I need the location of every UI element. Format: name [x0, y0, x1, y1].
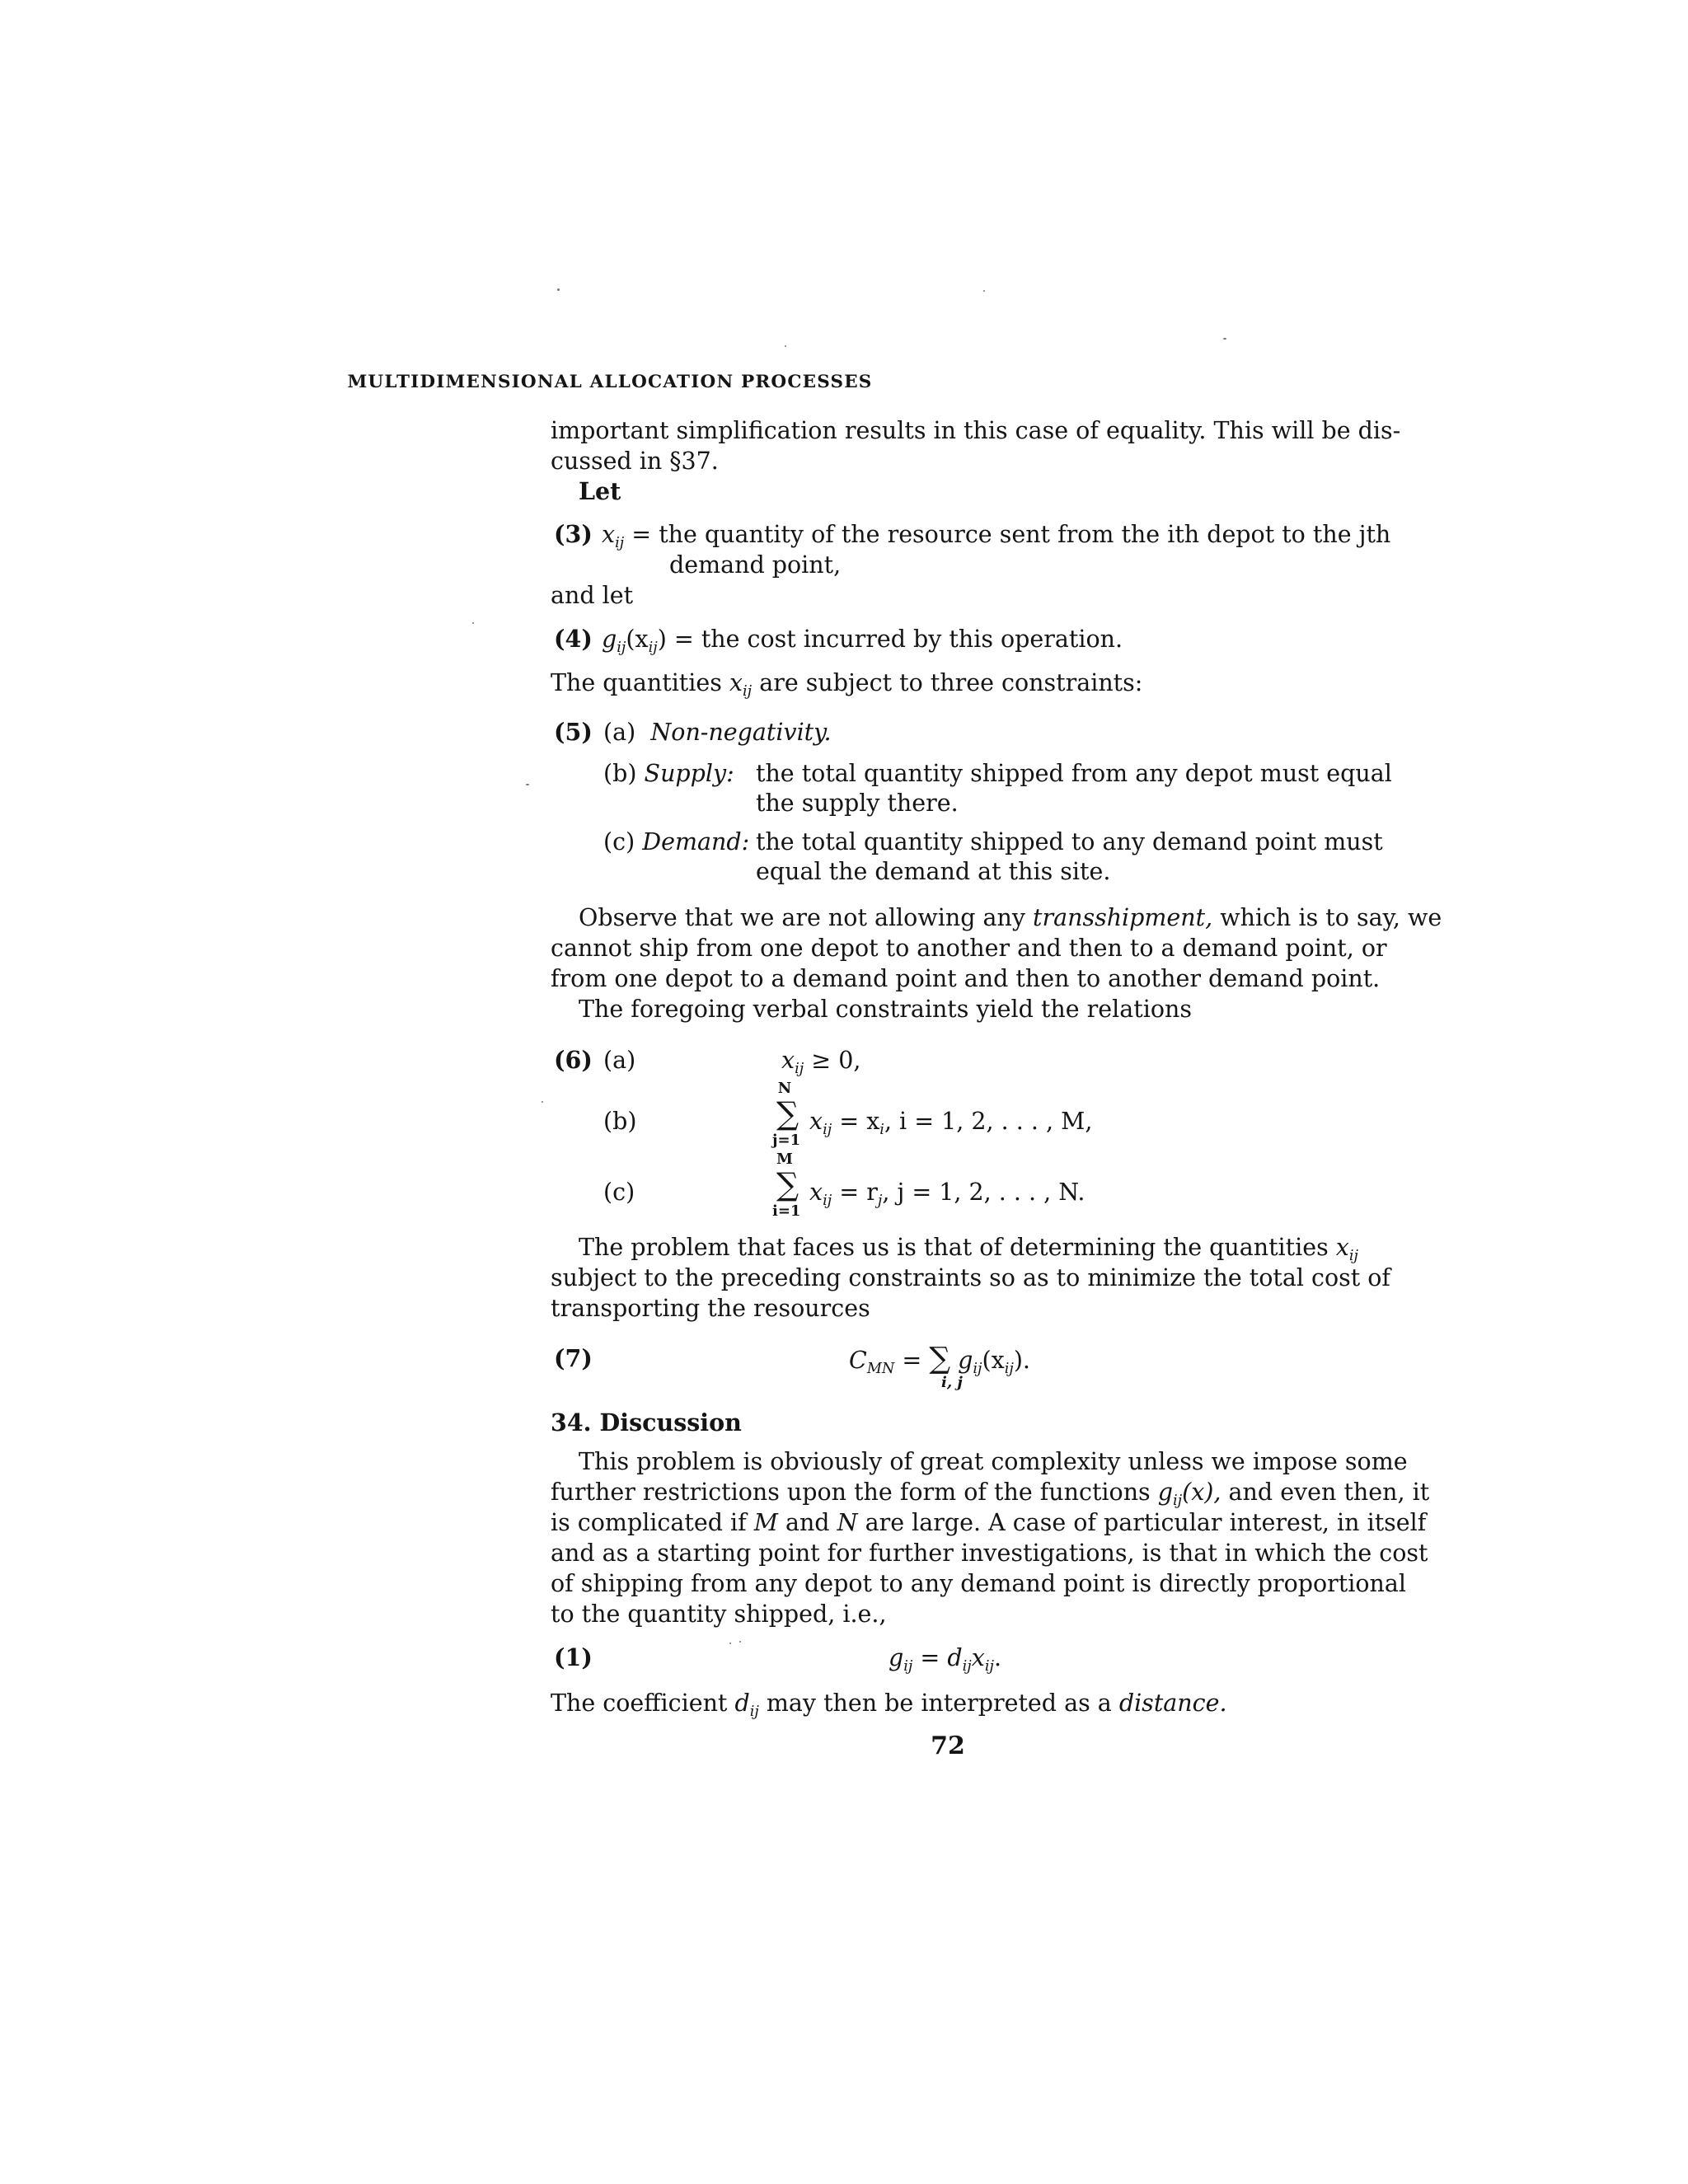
section-heading: 34. Discussion	[551, 1408, 742, 1436]
sum-upper-limit: M	[776, 1151, 793, 1168]
scan-speck	[557, 288, 560, 291]
sigma-symbol: ∑	[776, 1095, 799, 1132]
equation-label-3: (3)	[554, 520, 593, 548]
equation-6a-label: (a)	[603, 1047, 636, 1074]
equation-1: $g_{ij} = d_{ij}x_{ij}$.	[889, 1644, 1002, 1675]
closing-sentence: The coefficient $d_{ij}$ may then be interpreted as a distance.	[551, 1690, 1227, 1721]
equation-3: $x_{ij}$ = the quantity of the resource sent from the ith depot to the jth	[602, 521, 1391, 552]
equation-label-1: (1)	[554, 1643, 593, 1671]
intro-paragraph	[551, 415, 1401, 476]
text-line: The problem that faces us is that of determining the quantities $x_{ij}$	[579, 1234, 1358, 1265]
constraint-b-text: the total quantity shipped from any depot must equal	[756, 760, 1392, 787]
running-header: MULTIDIMENSIONAL ALLOCATION PROCESSES	[347, 372, 873, 392]
equation-6a: $x_{ij} \ge 0$,	[781, 1047, 861, 1078]
scan-speck	[785, 345, 786, 347]
text-line: The foregoing verbal constraints yield the relations	[579, 996, 1192, 1023]
text-line: cannot ship from one depot to another and then to a demand point, or	[551, 935, 1387, 962]
text-line: transporting the resources	[551, 1295, 870, 1322]
equation-6b-label: (b)	[603, 1108, 637, 1135]
text-line: Observe that we are not allowing any transshipment, which is to say, we	[579, 904, 1442, 931]
equation-7: $C_{MN}$ = ∑ $g_{ij}(x_{ij})$.	[849, 1342, 1030, 1378]
text-line: This problem is obviously of great complexity unless we impose some	[579, 1448, 1408, 1475]
sum-lower-limit: i=1	[772, 1202, 801, 1220]
text-line: from one depot to a demand point and then to another demand point.	[551, 965, 1381, 992]
scan-speck	[472, 622, 474, 624]
sigma-symbol: ∑	[776, 1166, 799, 1202]
text-line: to the quantity shipped, i.e.,	[551, 1601, 887, 1628]
equation-label-6: (6)	[554, 1046, 593, 1074]
text-line: important simplification results in this case of equality. This will be dis-	[551, 417, 1401, 444]
constraint-c-label: (c) Demand:	[603, 828, 750, 855]
text-line: subject to the preceding constraints so as to minimize the total cost of	[551, 1264, 1390, 1291]
text-line: is complicated if M and N are large. A case of particular interest, in itself	[551, 1509, 1427, 1536]
equation-4: $g_{ij}(x_{ij})$ = the cost incurred by this operation.	[602, 626, 1123, 657]
scan-speck	[983, 290, 985, 292]
and-let: and let	[551, 582, 634, 609]
constraint-b-label: (b) Supply:	[603, 760, 734, 787]
text-line: of shipping from any depot to any demand point is directly proportional	[551, 1570, 1406, 1597]
let-word: Let	[579, 477, 621, 505]
scan-speck	[526, 784, 529, 785]
problem-paragraph	[551, 1232, 1390, 1324]
text-line: further restrictions upon the form of the functions $g_{ij}(x)$, and even then, it	[551, 1479, 1430, 1510]
equation-6b: $x_{ij} = x_i$, i = 1, 2, . . . , M,	[809, 1108, 1093, 1139]
equation-label-4: (4)	[554, 625, 593, 653]
text-line: cussed in §37.	[551, 448, 719, 475]
constraint-c-text: equal the demand at this site.	[756, 858, 1111, 885]
equation-label-7: (7)	[554, 1344, 593, 1372]
equation-6c-label: (c)	[603, 1179, 635, 1206]
page-number: 72	[931, 1732, 965, 1760]
sum-lower-limit: i, j	[941, 1374, 963, 1391]
sum-lower-limit: j=1	[772, 1132, 801, 1149]
discussion-paragraph	[551, 1446, 1430, 1629]
text-line: and as a starting point for further investigations, is that in which the cost	[551, 1540, 1428, 1567]
constraint-c-text: the total quantity shipped to any demand point must	[756, 828, 1383, 855]
constraint-a: (a) Non-negativity.	[603, 719, 832, 746]
equation-3-continuation: demand point,	[669, 551, 842, 579]
equation-6c: $x_{ij} = r_j$, j = 1, 2, . . . , N.	[809, 1179, 1085, 1210]
constraints-intro: The quantities $x_{ij}$ are subject to three constraints:	[551, 669, 1143, 701]
equation-label-5: (5)	[554, 718, 593, 746]
observe-paragraph	[551, 902, 1442, 1024]
scan-speck	[739, 1641, 741, 1643]
scan-speck	[542, 1101, 543, 1103]
sum-upper-limit: N	[777, 1080, 792, 1097]
scan-speck	[729, 1643, 731, 1644]
scan-speck	[1223, 338, 1226, 340]
constraint-b-text: the supply there.	[756, 790, 959, 817]
